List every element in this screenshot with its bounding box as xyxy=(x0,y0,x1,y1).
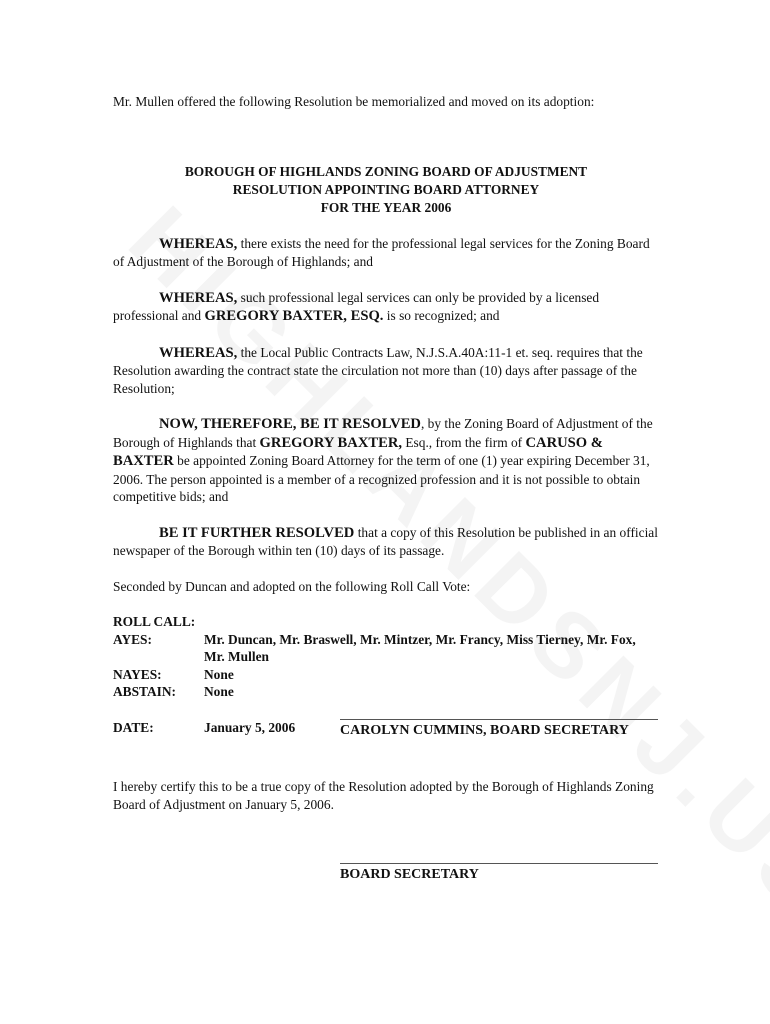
roll-call-abstain-row xyxy=(113,683,659,701)
title-line-1: BOROUGH OF HIGHLANDS ZONING BOARD OF ADJUSTMENT xyxy=(184,163,588,179)
roll-call-nayes-row xyxy=(113,666,659,684)
whereas-text: the Local Public Contracts Law, N.J.S.A.40A:11-1 et. seq. requires that the Resolution awarding the contract state the circulation not more than (10) days after passage of the Resolution; xyxy=(113,344,643,396)
resolved-text: be appointed Zoning Board Attorney for the term of one (1) year expiring December 31, 2006. The person appointed is a member of a recognized profession and it is not possible to obtain competitive bids; and xyxy=(113,453,650,504)
further-text: that a copy of this Resolution be published in an official newspaper of the Borough within ten (10) days of its passage. xyxy=(113,524,658,558)
whereas-text: there exists the need for the professional legal services for the Zoning Board of Adjustment of the Borough of Highlands; and xyxy=(113,235,650,269)
document-page xyxy=(113,93,659,884)
ayes-value: Mr. Duncan, Mr. Braswell, Mr. Mintzer, Mr. Francy, Miss Tierney, Mr. Fox, Mr. Mullen xyxy=(204,631,636,664)
certification-paragraph: I hereby certify this to be a true copy of the Resolution adopted by the Borough of Highlands Zoning Board of Adjustment on January 5, 2006. xyxy=(113,779,654,812)
resolved-lead: NOW, THEREFORE, BE IT RESOLVED xyxy=(159,416,421,432)
intro-paragraph: Mr. Mullen offered the following Resolution be memorialized and moved on its adoption: xyxy=(113,94,595,109)
roll-call-ayes-row xyxy=(113,631,659,666)
whereas-paragraph-3 xyxy=(113,344,659,398)
signature-line xyxy=(340,719,658,720)
roll-call xyxy=(113,613,659,701)
resolved-text: , by the Zoning Board of Adjustment of the Borough of Highlands that xyxy=(113,416,653,450)
date-value: January 5, 2006 xyxy=(204,719,296,735)
whereas-paragraph-2 xyxy=(113,289,659,326)
attorney-name: GREGORY BAXTER, ESQ. xyxy=(204,308,384,324)
nayes-value: None xyxy=(204,666,234,682)
resolved-text: Esq., from the firm of xyxy=(402,434,526,450)
ayes-label: AYES: xyxy=(113,631,152,647)
document-title xyxy=(113,163,659,217)
signature-line xyxy=(340,863,658,864)
whereas-text: such professional legal services can only be provided by a licensed professional and xyxy=(113,289,600,323)
title-line-2: RESOLUTION APPOINTING BOARD ATTORNEY xyxy=(232,181,540,197)
abstain-label: ABSTAIN: xyxy=(113,684,176,699)
whereas-text: is so recognized; and xyxy=(383,308,500,323)
resolved-paragraph xyxy=(113,415,659,506)
whereas-paragraph-1 xyxy=(113,235,659,271)
secretary-name: CAROLYN CUMMINS, BOARD SECRETARY xyxy=(340,722,629,738)
secretary-signature-block xyxy=(340,719,658,740)
further-lead: BE IT FURTHER RESOLVED xyxy=(159,524,355,541)
board-secretary-label: BOARD SECRETARY xyxy=(340,867,479,882)
date-row xyxy=(113,719,659,737)
date-label: DATE: xyxy=(113,719,154,735)
attorney-name: GREGORY BAXTER, xyxy=(259,434,403,451)
whereas-lead: WHEREAS, xyxy=(159,235,238,252)
abstain-value: None xyxy=(204,684,234,699)
further-resolved-paragraph xyxy=(113,524,659,560)
firm-name: CARUSO & BAXTER xyxy=(113,434,603,469)
nayes-label: NAYES: xyxy=(113,666,162,682)
roll-call-heading: ROLL CALL: xyxy=(113,614,196,629)
whereas-lead: WHEREAS, xyxy=(159,289,238,306)
title-line-3: FOR THE YEAR 2006 xyxy=(320,199,452,215)
seconded-paragraph: Seconded by Duncan and adopted on the following Roll Call Vote: xyxy=(113,578,471,594)
whereas-lead: WHEREAS, xyxy=(159,344,238,361)
board-secretary-signature-block xyxy=(340,863,658,884)
